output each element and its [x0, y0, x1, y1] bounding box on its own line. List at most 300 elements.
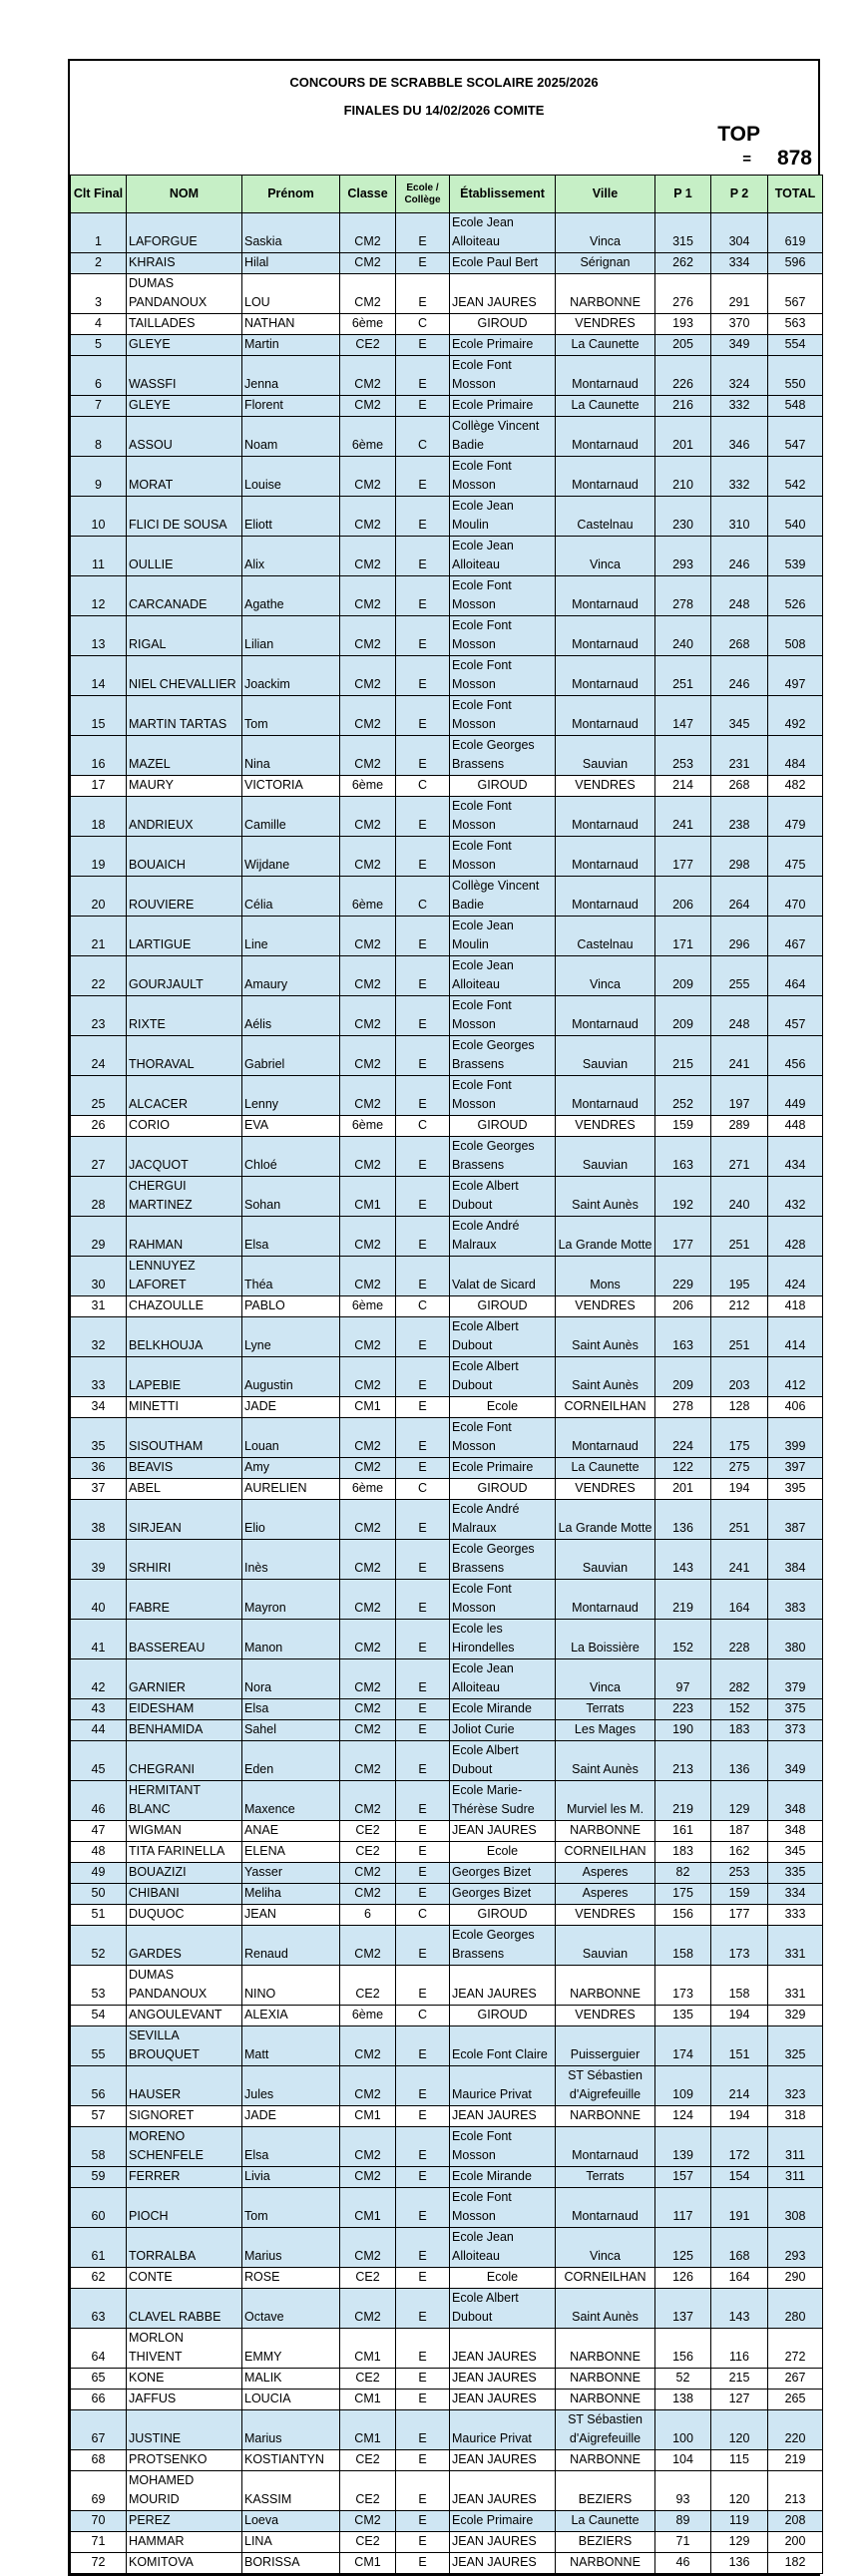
ecole-college-cell: E: [396, 2066, 450, 2106]
table-row: [71, 1036, 823, 1076]
prenom-cell: Loeva: [242, 2511, 340, 2532]
classe-cell: CM2: [340, 1257, 396, 1296]
total-cell: 348: [768, 1781, 823, 1821]
ville-cell: NARBONNE: [556, 2106, 655, 2127]
rank-cell: 4: [71, 314, 127, 335]
total-cell: 331: [768, 1966, 823, 2006]
ville-cell: Castelnau: [556, 497, 655, 537]
etablissement-cell: Ecole Primaire: [450, 335, 556, 356]
total-cell: 412: [768, 1357, 823, 1397]
table-row: [71, 1116, 823, 1137]
ville-cell: La Grande Motte: [556, 1217, 655, 1257]
ville-cell: La Caunette: [556, 1458, 655, 1479]
p2-cell: 212: [711, 1296, 768, 1317]
p2-cell: 183: [711, 1720, 768, 1741]
rank-cell: 49: [71, 1863, 127, 1884]
classe-cell: CM2: [340, 274, 396, 314]
etablissement-cell: JEAN JAURES: [450, 1966, 556, 2006]
ecole-college-cell: E: [396, 2511, 450, 2532]
ecole-college-cell: E: [396, 996, 450, 1036]
p2-cell: 194: [711, 2006, 768, 2026]
classe-cell: CM2: [340, 1458, 396, 1479]
rank-cell: 41: [71, 1620, 127, 1659]
p2-cell: 164: [711, 1580, 768, 1620]
nom-cell: MAZEL: [127, 736, 242, 776]
ecole-college-cell: E: [396, 2369, 450, 2390]
etablissement-cell: Ecole Mirande: [450, 2167, 556, 2188]
etablissement-cell: Ecole Marie-Thérèse Sudre: [450, 1781, 556, 1821]
ville-cell: Vinca: [556, 956, 655, 996]
p1-cell: 183: [655, 1842, 711, 1863]
ecole-college-cell: E: [396, 1458, 450, 1479]
p2-cell: 370: [711, 314, 768, 335]
p2-cell: 154: [711, 2167, 768, 2188]
p2-cell: 332: [711, 396, 768, 417]
ville-cell: Castelnau: [556, 917, 655, 956]
ville-cell: Montarnaud: [556, 837, 655, 877]
table-row: [71, 396, 823, 417]
etablissement-cell: Ecole Font Mosson: [450, 616, 556, 656]
p2-cell: 324: [711, 356, 768, 396]
p1-cell: 100: [655, 2410, 711, 2450]
rank-cell: 57: [71, 2106, 127, 2127]
p1-cell: 210: [655, 457, 711, 497]
ville-cell: VENDRES: [556, 1116, 655, 1137]
p1-cell: 173: [655, 1966, 711, 2006]
etablissement-cell: Ecole Paul Bert: [450, 253, 556, 274]
results-body: [71, 213, 823, 2574]
p1-cell: 52: [655, 2369, 711, 2390]
sheet-header: [70, 61, 818, 175]
total-cell: 424: [768, 1257, 823, 1296]
nom-cell: LAPEBIE: [127, 1357, 242, 1397]
rank-cell: 68: [71, 2450, 127, 2471]
prenom-cell: JADE: [242, 1397, 340, 1418]
table-row: [71, 335, 823, 356]
ville-cell: NARBONNE: [556, 2553, 655, 2574]
prenom-cell: LINA: [242, 2532, 340, 2553]
p1-cell: 104: [655, 2450, 711, 2471]
p1-cell: 126: [655, 2268, 711, 2289]
rank-cell: 45: [71, 1741, 127, 1781]
table-row: [71, 996, 823, 1036]
ville-cell: Vinca: [556, 1659, 655, 1699]
ville-cell: NARBONNE: [556, 274, 655, 314]
ecole-college-cell: E: [396, 797, 450, 837]
rank-cell: 27: [71, 1137, 127, 1177]
p1-cell: 209: [655, 996, 711, 1036]
prenom-cell: BORISSA: [242, 2553, 340, 2574]
ecole-college-cell: E: [396, 1863, 450, 1884]
ville-cell: CORNEILHAN: [556, 2268, 655, 2289]
etablissement-cell: JEAN JAURES: [450, 2390, 556, 2410]
table-row: [71, 1720, 823, 1741]
ville-cell: VENDRES: [556, 776, 655, 797]
ville-cell: NARBONNE: [556, 2390, 655, 2410]
p1-cell: 171: [655, 917, 711, 956]
p1-cell: 124: [655, 2106, 711, 2127]
classe-cell: CM2: [340, 396, 396, 417]
table-row: [71, 1781, 823, 1821]
nom-cell: MORAT: [127, 457, 242, 497]
table-row: [71, 2127, 823, 2167]
etablissement-cell: Ecole Font Mosson: [450, 2188, 556, 2228]
total-cell: 349: [768, 1741, 823, 1781]
classe-cell: 6ème: [340, 314, 396, 335]
rank-cell: 30: [71, 1257, 127, 1296]
classe-cell: 6ème: [340, 1296, 396, 1317]
classe-cell: CM2: [340, 1620, 396, 1659]
table-row: [71, 576, 823, 616]
ecole-college-cell: E: [396, 1036, 450, 1076]
p1-cell: 175: [655, 1884, 711, 1905]
classe-cell: CM2: [340, 1741, 396, 1781]
table-row: [71, 1137, 823, 1177]
rank-cell: 22: [71, 956, 127, 996]
nom-cell: SRHIRI: [127, 1540, 242, 1580]
nom-cell: ASSOU: [127, 417, 242, 457]
nom-cell: ABEL: [127, 1479, 242, 1500]
rank-cell: 56: [71, 2066, 127, 2106]
nom-cell: FERRER: [127, 2167, 242, 2188]
p2-cell: 332: [711, 457, 768, 497]
etablissement-cell: Ecole Mirande: [450, 1699, 556, 1720]
p1-cell: 230: [655, 497, 711, 537]
prenom-cell: Alix: [242, 537, 340, 576]
p1-cell: 161: [655, 1821, 711, 1842]
p1-cell: 229: [655, 1257, 711, 1296]
ecole-college-cell: C: [396, 776, 450, 797]
total-cell: 208: [768, 2511, 823, 2532]
ecole-college-cell: E: [396, 2167, 450, 2188]
ecole-college-cell: E: [396, 2228, 450, 2268]
total-cell: 325: [768, 2026, 823, 2066]
classe-cell: CM2: [340, 213, 396, 253]
p1-cell: 82: [655, 1863, 711, 1884]
p2-cell: 128: [711, 1397, 768, 1418]
prenom-cell: Agathe: [242, 576, 340, 616]
table-row: [71, 1397, 823, 1418]
nom-cell: ANGOULEVANT: [127, 2006, 242, 2026]
ecole-college-cell: E: [396, 1699, 450, 1720]
etablissement-cell: Ecole André Malraux: [450, 1217, 556, 1257]
etablissement-cell: JEAN JAURES: [450, 2471, 556, 2511]
prenom-cell: Inès: [242, 1540, 340, 1580]
prenom-cell: NINO: [242, 1966, 340, 2006]
classe-cell: CM2: [340, 1317, 396, 1357]
p2-cell: 291: [711, 274, 768, 314]
prenom-cell: Noam: [242, 417, 340, 457]
classe-cell: CE2: [340, 2450, 396, 2471]
p1-cell: 226: [655, 356, 711, 396]
total-cell: 272: [768, 2329, 823, 2369]
ecole-college-cell: E: [396, 2329, 450, 2369]
p2-cell: 241: [711, 1036, 768, 1076]
classe-cell: CM2: [340, 2228, 396, 2268]
p1-cell: 240: [655, 616, 711, 656]
p1-cell: 177: [655, 837, 711, 877]
nom-cell: TAILLADES: [127, 314, 242, 335]
results-sheet: [68, 59, 820, 2576]
table-row: [71, 1076, 823, 1116]
p1-cell: 46: [655, 2553, 711, 2574]
ecole-college-cell: E: [396, 1821, 450, 1842]
classe-cell: CM2: [340, 1580, 396, 1620]
prenom-cell: Joackim: [242, 656, 340, 696]
nom-cell: ANDRIEUX: [127, 797, 242, 837]
total-cell: 329: [768, 2006, 823, 2026]
nom-cell: EIDESHAM: [127, 1699, 242, 1720]
classe-cell: CM2: [340, 2127, 396, 2167]
prenom-cell: EVA: [242, 1116, 340, 1137]
contest-subtitle: FINALES DU 14/02/2026 COMITE: [343, 103, 545, 118]
table-row: [71, 1620, 823, 1659]
ecole-college-cell: C: [396, 1116, 450, 1137]
column-header-p1: P 1: [655, 176, 711, 213]
ecole-college-cell: E: [396, 213, 450, 253]
rank-cell: 16: [71, 736, 127, 776]
p1-cell: 219: [655, 1781, 711, 1821]
prenom-cell: Eliott: [242, 497, 340, 537]
table-row: [71, 1479, 823, 1500]
p1-cell: 135: [655, 2006, 711, 2026]
rank-cell: 2: [71, 253, 127, 274]
rank-cell: 10: [71, 497, 127, 537]
ville-cell: Montarnaud: [556, 2127, 655, 2167]
nom-cell: SIGNORET: [127, 2106, 242, 2127]
total-cell: 432: [768, 1177, 823, 1217]
nom-cell: JACQUOT: [127, 1137, 242, 1177]
p1-cell: 157: [655, 2167, 711, 2188]
classe-cell: CM2: [340, 1357, 396, 1397]
p2-cell: 194: [711, 1479, 768, 1500]
total-cell: 484: [768, 736, 823, 776]
ecole-college-cell: E: [396, 2026, 450, 2066]
ville-cell: Asperes: [556, 1884, 655, 1905]
total-cell: 619: [768, 213, 823, 253]
nom-cell: CHAZOULLE: [127, 1296, 242, 1317]
ecole-college-cell: E: [396, 1580, 450, 1620]
nom-cell: MARTIN TARTAS: [127, 696, 242, 736]
table-row: [71, 1317, 823, 1357]
p1-cell: 117: [655, 2188, 711, 2228]
contest-title: CONCOURS DE SCRABBLE SCOLAIRE 2025/2026: [289, 75, 599, 90]
table-row: [71, 2390, 823, 2410]
rank-cell: 62: [71, 2268, 127, 2289]
column-header-total: TOTAL: [768, 176, 823, 213]
rank-cell: 31: [71, 1296, 127, 1317]
table-row: [71, 1177, 823, 1217]
ecole-college-cell: E: [396, 1741, 450, 1781]
table-row: [71, 2471, 823, 2511]
rank-cell: 15: [71, 696, 127, 736]
nom-cell: PEREZ: [127, 2511, 242, 2532]
p2-cell: 152: [711, 1699, 768, 1720]
nom-cell: SIRJEAN: [127, 1500, 242, 1540]
p2-cell: 253: [711, 1863, 768, 1884]
p2-cell: 143: [711, 2289, 768, 2329]
ville-cell: Saint Aunès: [556, 1357, 655, 1397]
classe-cell: 6ème: [340, 1479, 396, 1500]
etablissement-cell: Georges Bizet: [450, 1863, 556, 1884]
rank-cell: 40: [71, 1580, 127, 1620]
classe-cell: CM2: [340, 1217, 396, 1257]
total-cell: 449: [768, 1076, 823, 1116]
table-row: [71, 213, 823, 253]
table-row: [71, 253, 823, 274]
nom-cell: RIXTE: [127, 996, 242, 1036]
classe-cell: CM2: [340, 2289, 396, 2329]
total-cell: 280: [768, 2289, 823, 2329]
table-row: [71, 2369, 823, 2390]
p2-cell: 164: [711, 2268, 768, 2289]
table-row: [71, 2106, 823, 2127]
ecole-college-cell: E: [396, 1884, 450, 1905]
p2-cell: 162: [711, 1842, 768, 1863]
total-cell: 200: [768, 2532, 823, 2553]
etablissement-cell: JEAN JAURES: [450, 2329, 556, 2369]
rank-cell: 25: [71, 1076, 127, 1116]
classe-cell: CE2: [340, 2471, 396, 2511]
p1-cell: 214: [655, 776, 711, 797]
table-row: [71, 1540, 823, 1580]
total-cell: 547: [768, 417, 823, 457]
classe-cell: CM2: [340, 917, 396, 956]
etablissement-cell: Joliot Curie: [450, 1720, 556, 1741]
p2-cell: 151: [711, 2026, 768, 2066]
ecole-college-cell: E: [396, 576, 450, 616]
classe-cell: 6ème: [340, 1116, 396, 1137]
ecole-college-cell: C: [396, 417, 450, 457]
nom-cell: HAUSER: [127, 2066, 242, 2106]
table-row: [71, 457, 823, 497]
total-cell: 397: [768, 1458, 823, 1479]
etablissement-cell: Ecole Albert Dubout: [450, 1177, 556, 1217]
total-cell: 414: [768, 1317, 823, 1357]
prenom-cell: Jenna: [242, 356, 340, 396]
total-cell: 475: [768, 837, 823, 877]
nom-cell: WASSFI: [127, 356, 242, 396]
nom-cell: BENHAMIDA: [127, 1720, 242, 1741]
etablissement-cell: Ecole Jean Moulin: [450, 497, 556, 537]
ville-cell: Mons: [556, 1257, 655, 1296]
table-row: [71, 1905, 823, 1926]
etablissement-cell: Ecole les Hirondelles: [450, 1620, 556, 1659]
etablissement-cell: Ecole Georges Brassens: [450, 1036, 556, 1076]
prenom-cell: Marius: [242, 2410, 340, 2450]
total-cell: 457: [768, 996, 823, 1036]
table-row: [71, 314, 823, 335]
classe-cell: 6ème: [340, 877, 396, 917]
total-cell: 219: [768, 2450, 823, 2471]
prenom-cell: Hilal: [242, 253, 340, 274]
nom-cell: GLEYE: [127, 396, 242, 417]
prenom-cell: Jules: [242, 2066, 340, 2106]
total-cell: 526: [768, 576, 823, 616]
etablissement-cell: GIROUD: [450, 314, 556, 335]
nom-cell: CHIBANI: [127, 1884, 242, 1905]
ecole-college-cell: E: [396, 1177, 450, 1217]
nom-cell: DUMAS PANDANOUX: [127, 1966, 242, 2006]
classe-cell: CE2: [340, 1966, 396, 2006]
total-cell: 308: [768, 2188, 823, 2228]
classe-cell: 6ème: [340, 776, 396, 797]
rank-cell: 5: [71, 335, 127, 356]
classe-cell: CE2: [340, 2532, 396, 2553]
prenom-cell: Wijdane: [242, 837, 340, 877]
table-row: [71, 2511, 823, 2532]
table-row: [71, 1926, 823, 1966]
total-cell: 542: [768, 457, 823, 497]
table-row: [71, 696, 823, 736]
nom-cell: BELKHOUJA: [127, 1317, 242, 1357]
ecole-college-cell: E: [396, 1357, 450, 1397]
ecole-college-cell: E: [396, 2106, 450, 2127]
etablissement-cell: Ecole Primaire: [450, 1458, 556, 1479]
rank-cell: 3: [71, 274, 127, 314]
table-row: [71, 1842, 823, 1863]
ville-cell: Montarnaud: [556, 356, 655, 396]
p2-cell: 246: [711, 537, 768, 576]
nom-cell: MORLON THIVENT: [127, 2329, 242, 2369]
nom-cell: HAMMAR: [127, 2532, 242, 2553]
ecole-college-cell: E: [396, 1500, 450, 1540]
p2-cell: 310: [711, 497, 768, 537]
total-cell: 428: [768, 1217, 823, 1257]
etablissement-cell: GIROUD: [450, 2006, 556, 2026]
results-table: [70, 175, 823, 2574]
ecole-college-cell: E: [396, 917, 450, 956]
classe-cell: CE2: [340, 2369, 396, 2390]
prenom-cell: JADE: [242, 2106, 340, 2127]
classe-cell: CM1: [340, 2553, 396, 2574]
p1-cell: 205: [655, 335, 711, 356]
etablissement-cell: Ecole Jean Alloiteau: [450, 537, 556, 576]
table-row: [71, 776, 823, 797]
column-header-prenom: Prénom: [242, 176, 340, 213]
ecole-college-cell: E: [396, 1540, 450, 1580]
p1-cell: 278: [655, 1397, 711, 1418]
p2-cell: 296: [711, 917, 768, 956]
nom-cell: CARCANADE: [127, 576, 242, 616]
p2-cell: 251: [711, 1500, 768, 1540]
table-row: [71, 537, 823, 576]
p1-cell: 152: [655, 1620, 711, 1659]
nom-cell: CHEGRANI: [127, 1741, 242, 1781]
total-cell: 395: [768, 1479, 823, 1500]
total-cell: 418: [768, 1296, 823, 1317]
total-cell: 448: [768, 1116, 823, 1137]
classe-cell: CE2: [340, 2268, 396, 2289]
ville-cell: Montarnaud: [556, 1580, 655, 1620]
ecole-college-cell: E: [396, 274, 450, 314]
total-cell: 345: [768, 1842, 823, 1863]
p2-cell: 334: [711, 253, 768, 274]
etablissement-cell: Ecole Font Mosson: [450, 576, 556, 616]
classe-cell: CM2: [340, 537, 396, 576]
prenom-cell: Tom: [242, 2188, 340, 2228]
nom-cell: CONTE: [127, 2268, 242, 2289]
total-cell: 550: [768, 356, 823, 396]
p2-cell: 241: [711, 1540, 768, 1580]
nom-cell: DUMAS PANDANOUX: [127, 274, 242, 314]
ecole-college-cell: E: [396, 736, 450, 776]
ville-cell: Sérignan: [556, 253, 655, 274]
p2-cell: 116: [711, 2329, 768, 2369]
classe-cell: CM2: [340, 1781, 396, 1821]
ville-cell: NARBONNE: [556, 2450, 655, 2471]
etablissement-cell: Ecole Font Mosson: [450, 996, 556, 1036]
